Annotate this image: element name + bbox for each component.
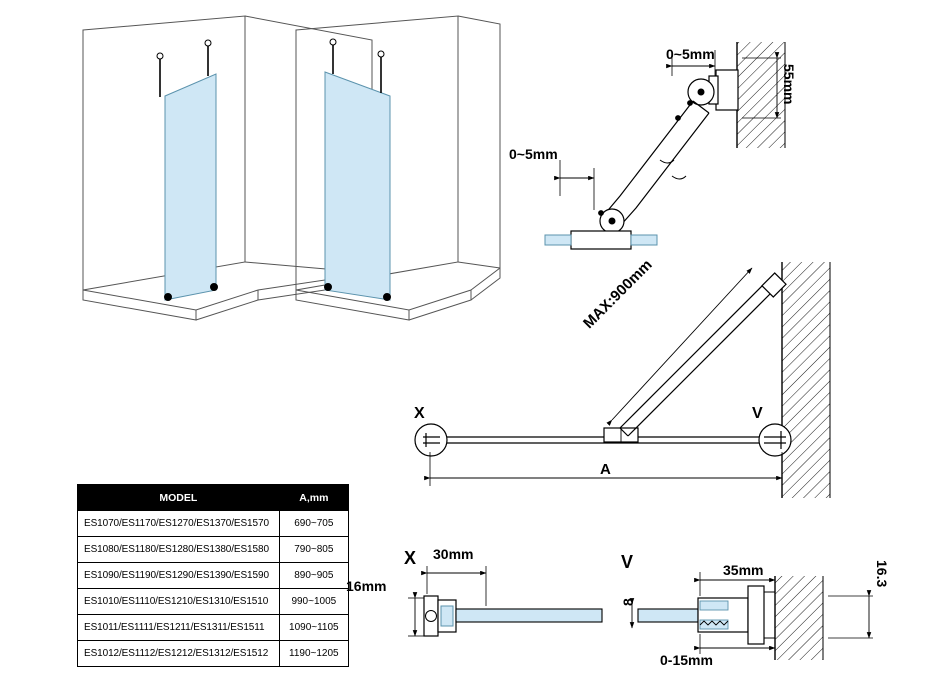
- table-cell-model: ES1011/ES1111/ES1211/ES1311/ES1511: [78, 615, 280, 641]
- table-row: [78, 589, 349, 615]
- table-header-a: A,mm: [279, 485, 348, 511]
- table-header-model: MODEL: [78, 485, 280, 511]
- label-wall-profile-height: 16.3: [874, 560, 890, 588]
- label-glass-thickness: 8: [620, 598, 636, 606]
- label-max-length: MAX:900mm: [580, 256, 656, 333]
- table-cell-dim: 690~705: [279, 511, 348, 537]
- label-adjust-range: 0-15mm: [660, 652, 713, 668]
- label-gap-top: 0~5mm: [666, 46, 715, 62]
- table-row: [78, 615, 349, 641]
- table-cell-model: ES1090/ES1190/ES1290/ES1390/ES1590: [78, 563, 280, 589]
- table-row: [78, 537, 349, 563]
- label-detail-v-callout: V: [752, 405, 763, 422]
- table-row: [78, 563, 349, 589]
- table-cell-dim: 890~905: [279, 563, 348, 589]
- detail-x: [408, 566, 602, 636]
- label-profile-width: 30mm: [433, 546, 474, 562]
- detail-v: [632, 572, 873, 660]
- table-cell-dim: 790~805: [279, 537, 348, 563]
- table-cell-model: ES1010/ES1110/ES1210/ES1310/ES1510: [78, 589, 280, 615]
- table-cell-dim: 1190~1205: [279, 641, 348, 667]
- bracket-detail: [545, 42, 785, 249]
- label-detail-x-callout: X: [414, 405, 425, 422]
- table-header-row: [78, 485, 349, 511]
- label-detail-x: X: [404, 548, 417, 568]
- table-cell-model: ES1012/ES1112/ES1212/ES1312/ES1512: [78, 641, 280, 667]
- label-gap-left: 0~5mm: [509, 146, 558, 162]
- label-dim-a: A: [600, 461, 611, 478]
- table-cell-dim: 990~1005: [279, 589, 348, 615]
- table-row: [78, 511, 349, 537]
- model-table: [77, 484, 349, 667]
- label-wall-profile-width: 35mm: [723, 562, 764, 578]
- table-row: [78, 641, 349, 667]
- label-bracket-height: 55mm: [781, 64, 797, 105]
- label-detail-v: V: [621, 552, 634, 572]
- table-cell-dim: 1090~1105: [279, 615, 348, 641]
- label-profile-height: 16mm: [346, 578, 387, 594]
- iso-view-right: [296, 16, 500, 320]
- table-cell-model: ES1080/ES1180/ES1280/ES1380/ES1580: [78, 537, 280, 563]
- table-cell-model: ES1070/ES1170/ES1270/ES1370/ES1570: [78, 511, 280, 537]
